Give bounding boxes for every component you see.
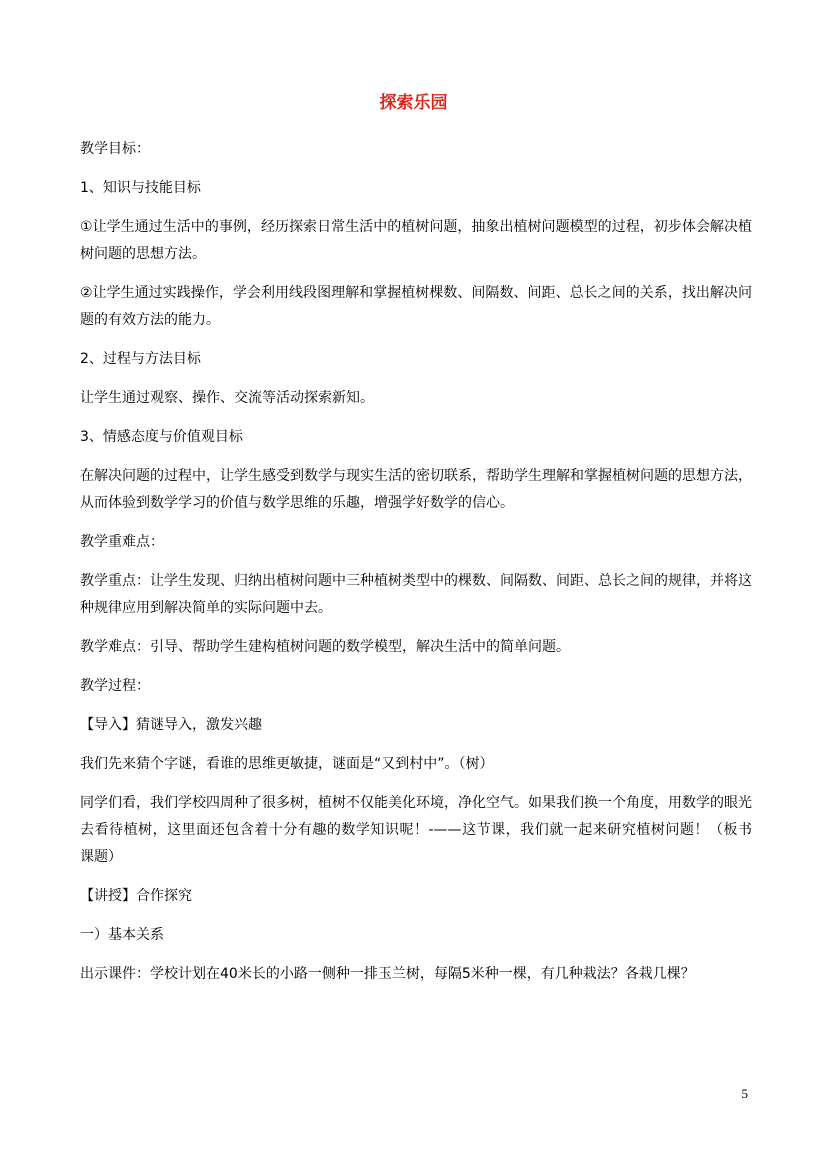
page-number: 5	[741, 1086, 748, 1101]
paragraph-lecture-heading: 【讲授】合作探究	[80, 888, 192, 904]
paragraph-process-text: 让学生通过观察、操作、交流等活动探索新知。	[80, 390, 374, 406]
document-body	[80, 136, 766, 1000]
paragraph-goal-1: ①让学生通过生活中的事例，经历探索日常生活中的植树问题，抽象出植树问题模型的过程，初步体会解决植树问题的思想方法。	[80, 219, 752, 262]
paragraph-emotion-goals: 3、情感态度与价值观目标	[80, 429, 243, 445]
paragraph-intro-text: 同学们看，我们学校四周种了很多树，植树不仅能美化环境，净化空气。如果我们换一个角度，用数学的眼光去看待植树，这里面还包含着十分有趣的数学知识呢！-——这节课，我们就一起来研究植树问题！（板书 课题）	[80, 795, 766, 865]
paragraph-process-goals: 2、过程与方法目标	[80, 351, 201, 367]
document-title: 探索乐园	[379, 93, 448, 113]
paragraph-difficulty: 教学难点：引导、帮助学生建构植树问题的数学模型，解决生活中的简单问题。	[80, 639, 570, 655]
paragraph-intro-heading: 【导入】猜谜导入，激发兴趣	[80, 717, 262, 733]
paragraph-riddle: 我们先来猜个字谜，看谁的思维更敏捷，谜面是“又到村中”。（树）	[80, 756, 494, 772]
paragraph-emotion-text: 在解决问题的过程中，让学生感受到数学与现实生活的密切联系，帮助学生理解和掌握植树问题的思想方法，从而体验到数学学习的价值与数学思维的乐趣，增强学好数学的信心。	[80, 468, 752, 511]
paragraph-key-points-heading: 教学重难点：	[80, 534, 164, 550]
paragraph-process-heading: 教学过程：	[80, 678, 150, 694]
paragraph-goal-2: ②让学生通过实践操作，学会利用线段图理解和掌握植树棵数、间隔数、间距、总长之间的关系，找出解决问题的有效方法的能力。	[80, 285, 752, 328]
paragraph-key-point: 教学重点：让学生发现、归纳出植树问题中三种植树类型中的棵数、间隔数、间距、总长之间的规律，并将这种规律应用到解决简单的实际问题中去。	[80, 573, 752, 616]
paragraph-courseware: 出示课件：学校计划在40米长的小路一侧种一排玉兰树，每隔5米种一棵，有几种栽法？各栽几棵？	[80, 966, 695, 982]
paragraph-knowledge-goals: 1、知识与技能目标	[80, 180, 201, 196]
paragraph-basic-relation: 一）基本关系	[80, 927, 164, 943]
paragraph-teaching-goals: 教学目标：	[80, 141, 150, 157]
